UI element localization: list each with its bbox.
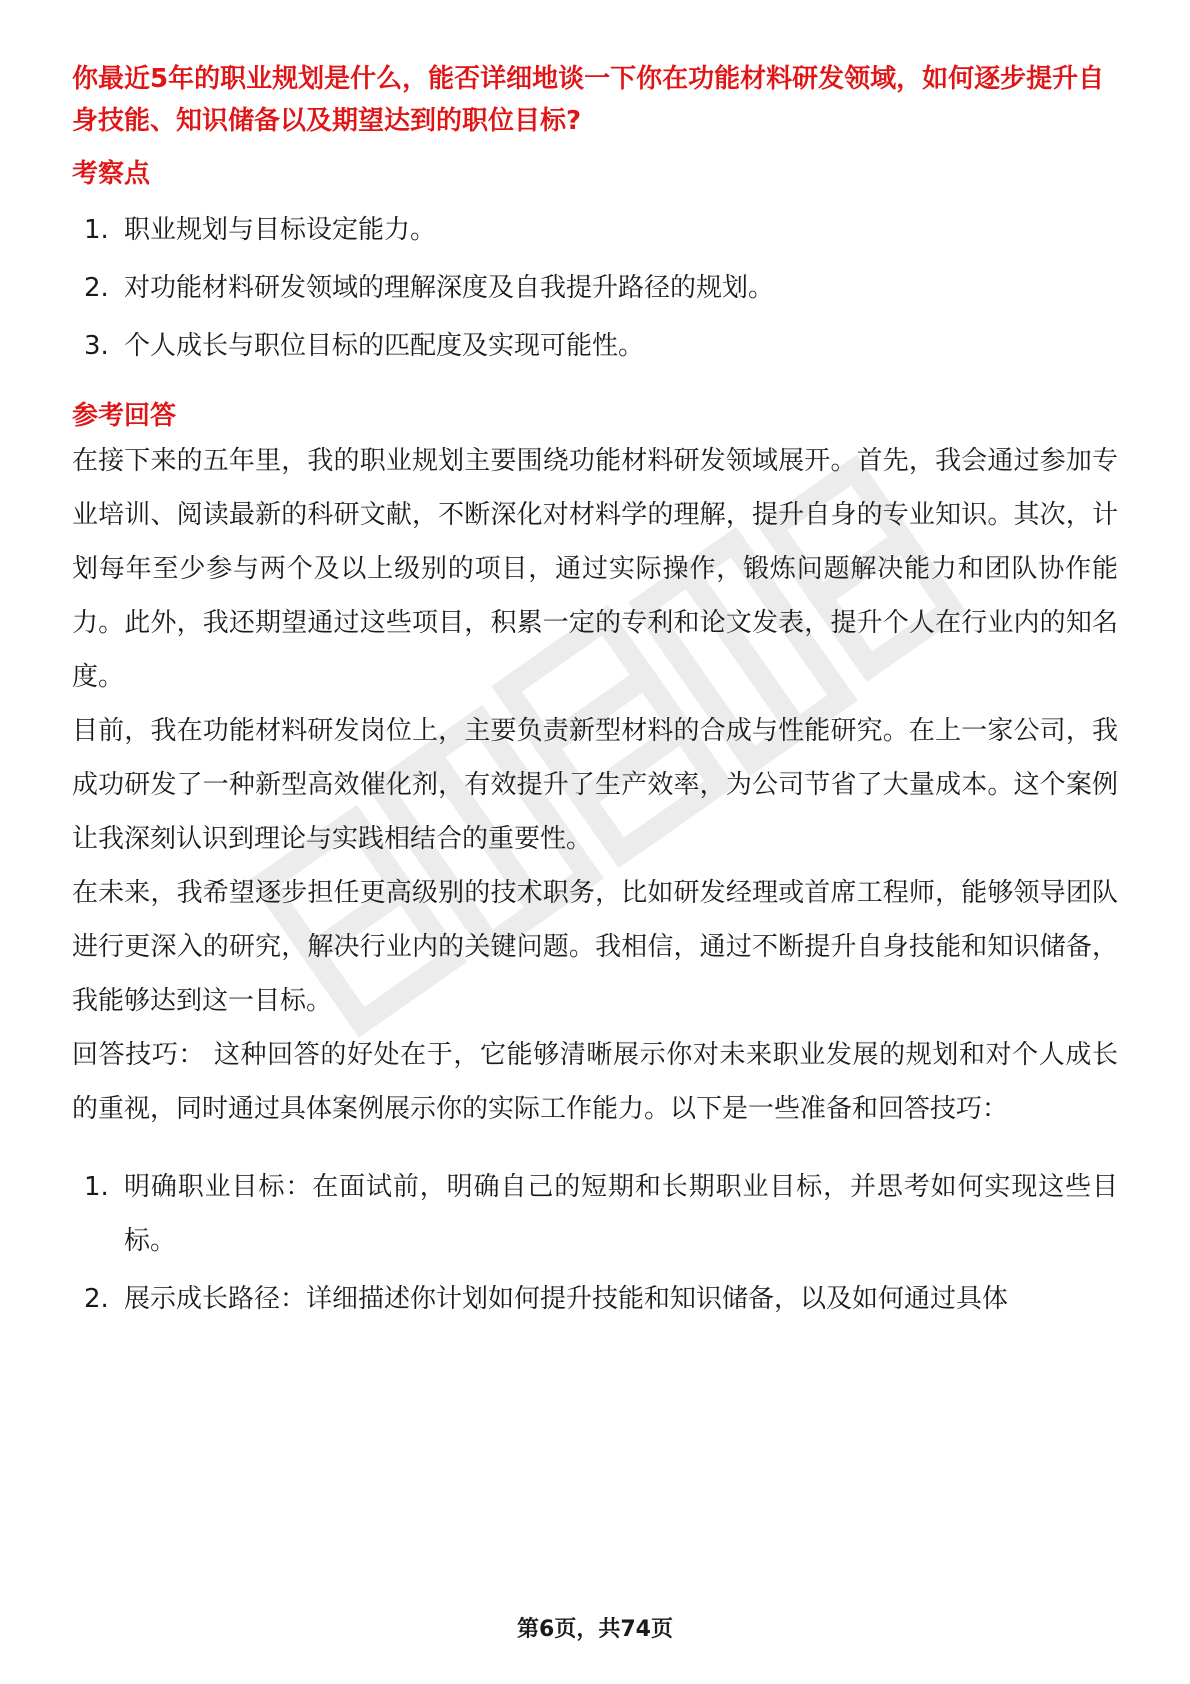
list-item [72, 1272, 1118, 1326]
list-item [72, 1160, 1118, 1268]
list-number: 1. [84, 215, 109, 245]
list-item [72, 212, 1118, 248]
answer-paragraph: 在未来，我希望逐步担任更高级别的技术职务，比如研发经理或首席工程师，能够领导团队进行更深入的研究，解决行业内的关键问题。我相信，通过不断提升自身技能和知识储备，我能够达到这一目标。 [72, 878, 1118, 1016]
points-heading: 考察点 [72, 159, 151, 189]
answer-paragraph: 目前，我在功能材料研发岗位上，主要负责新型材料的合成与性能研究。在上一家公司，我成功研发了一种新型高效催化剂，有效提升了生产效率，为公司节省了大量成本。这个案例让我深刻认识到理论与实践相结合的重要性。 [72, 716, 1118, 854]
question-title: 你最近5年的职业规划是什么，能否详细地谈一下你在功能材料研发领域，如何逐步提升自身技能、知识储备以及期望达到的职位目标? [72, 64, 1105, 136]
list-number: 2. [84, 273, 109, 303]
list-text: 职业规划与目标设定能力。 [124, 215, 437, 245]
answer-heading: 参考回答 [72, 401, 177, 431]
list-item [72, 328, 1118, 364]
list-item [72, 270, 1118, 306]
list-text: 明确职业目标：在面试前，明确自己的短期和长期职业目标，并思考如何实现这些目标。 [124, 1172, 1118, 1256]
tips-list [72, 1160, 1118, 1326]
list-text: 展示成长路径：详细描述你计划如何提升技能和知识储备，以及如何通过具体 [124, 1284, 1009, 1314]
document-content [72, 58, 1118, 1330]
tips-intro-paragraph: 回答技巧： 这种回答的好处在于，它能够清晰展示你对未来职业发展的规划和对个人成长的重视，同时通过具体案例展示你的实际工作能力。以下是一些准备和回答技巧： [72, 1040, 1118, 1124]
list-number: 2. [84, 1284, 109, 1314]
list-number: 3. [84, 331, 109, 361]
page-footer: 第6页，共74页 [517, 1617, 673, 1642]
list-text: 个人成长与职位目标的匹配度及实现可能性。 [124, 331, 645, 361]
points-list [72, 212, 1118, 364]
list-text: 对功能材料研发领域的理解深度及自我提升路径的规划。 [124, 273, 775, 303]
answer-paragraph: 在接下来的五年里，我的职业规划主要围绕功能材料研发领域展开。首先，我会通过参加专业培训、阅读最新的科研文献，不断深化对材料学的理解，提升自身的专业知识。其次，计划每年至少参与两个及以上级别的项目，通过实际操作，锻炼问题解决能力和团队协作能力。此外，我还期望通过这些项目，积累一定的专利和论文发表，提升个人在行业内的知名度。 [72, 446, 1118, 692]
list-number: 1. [84, 1172, 109, 1202]
